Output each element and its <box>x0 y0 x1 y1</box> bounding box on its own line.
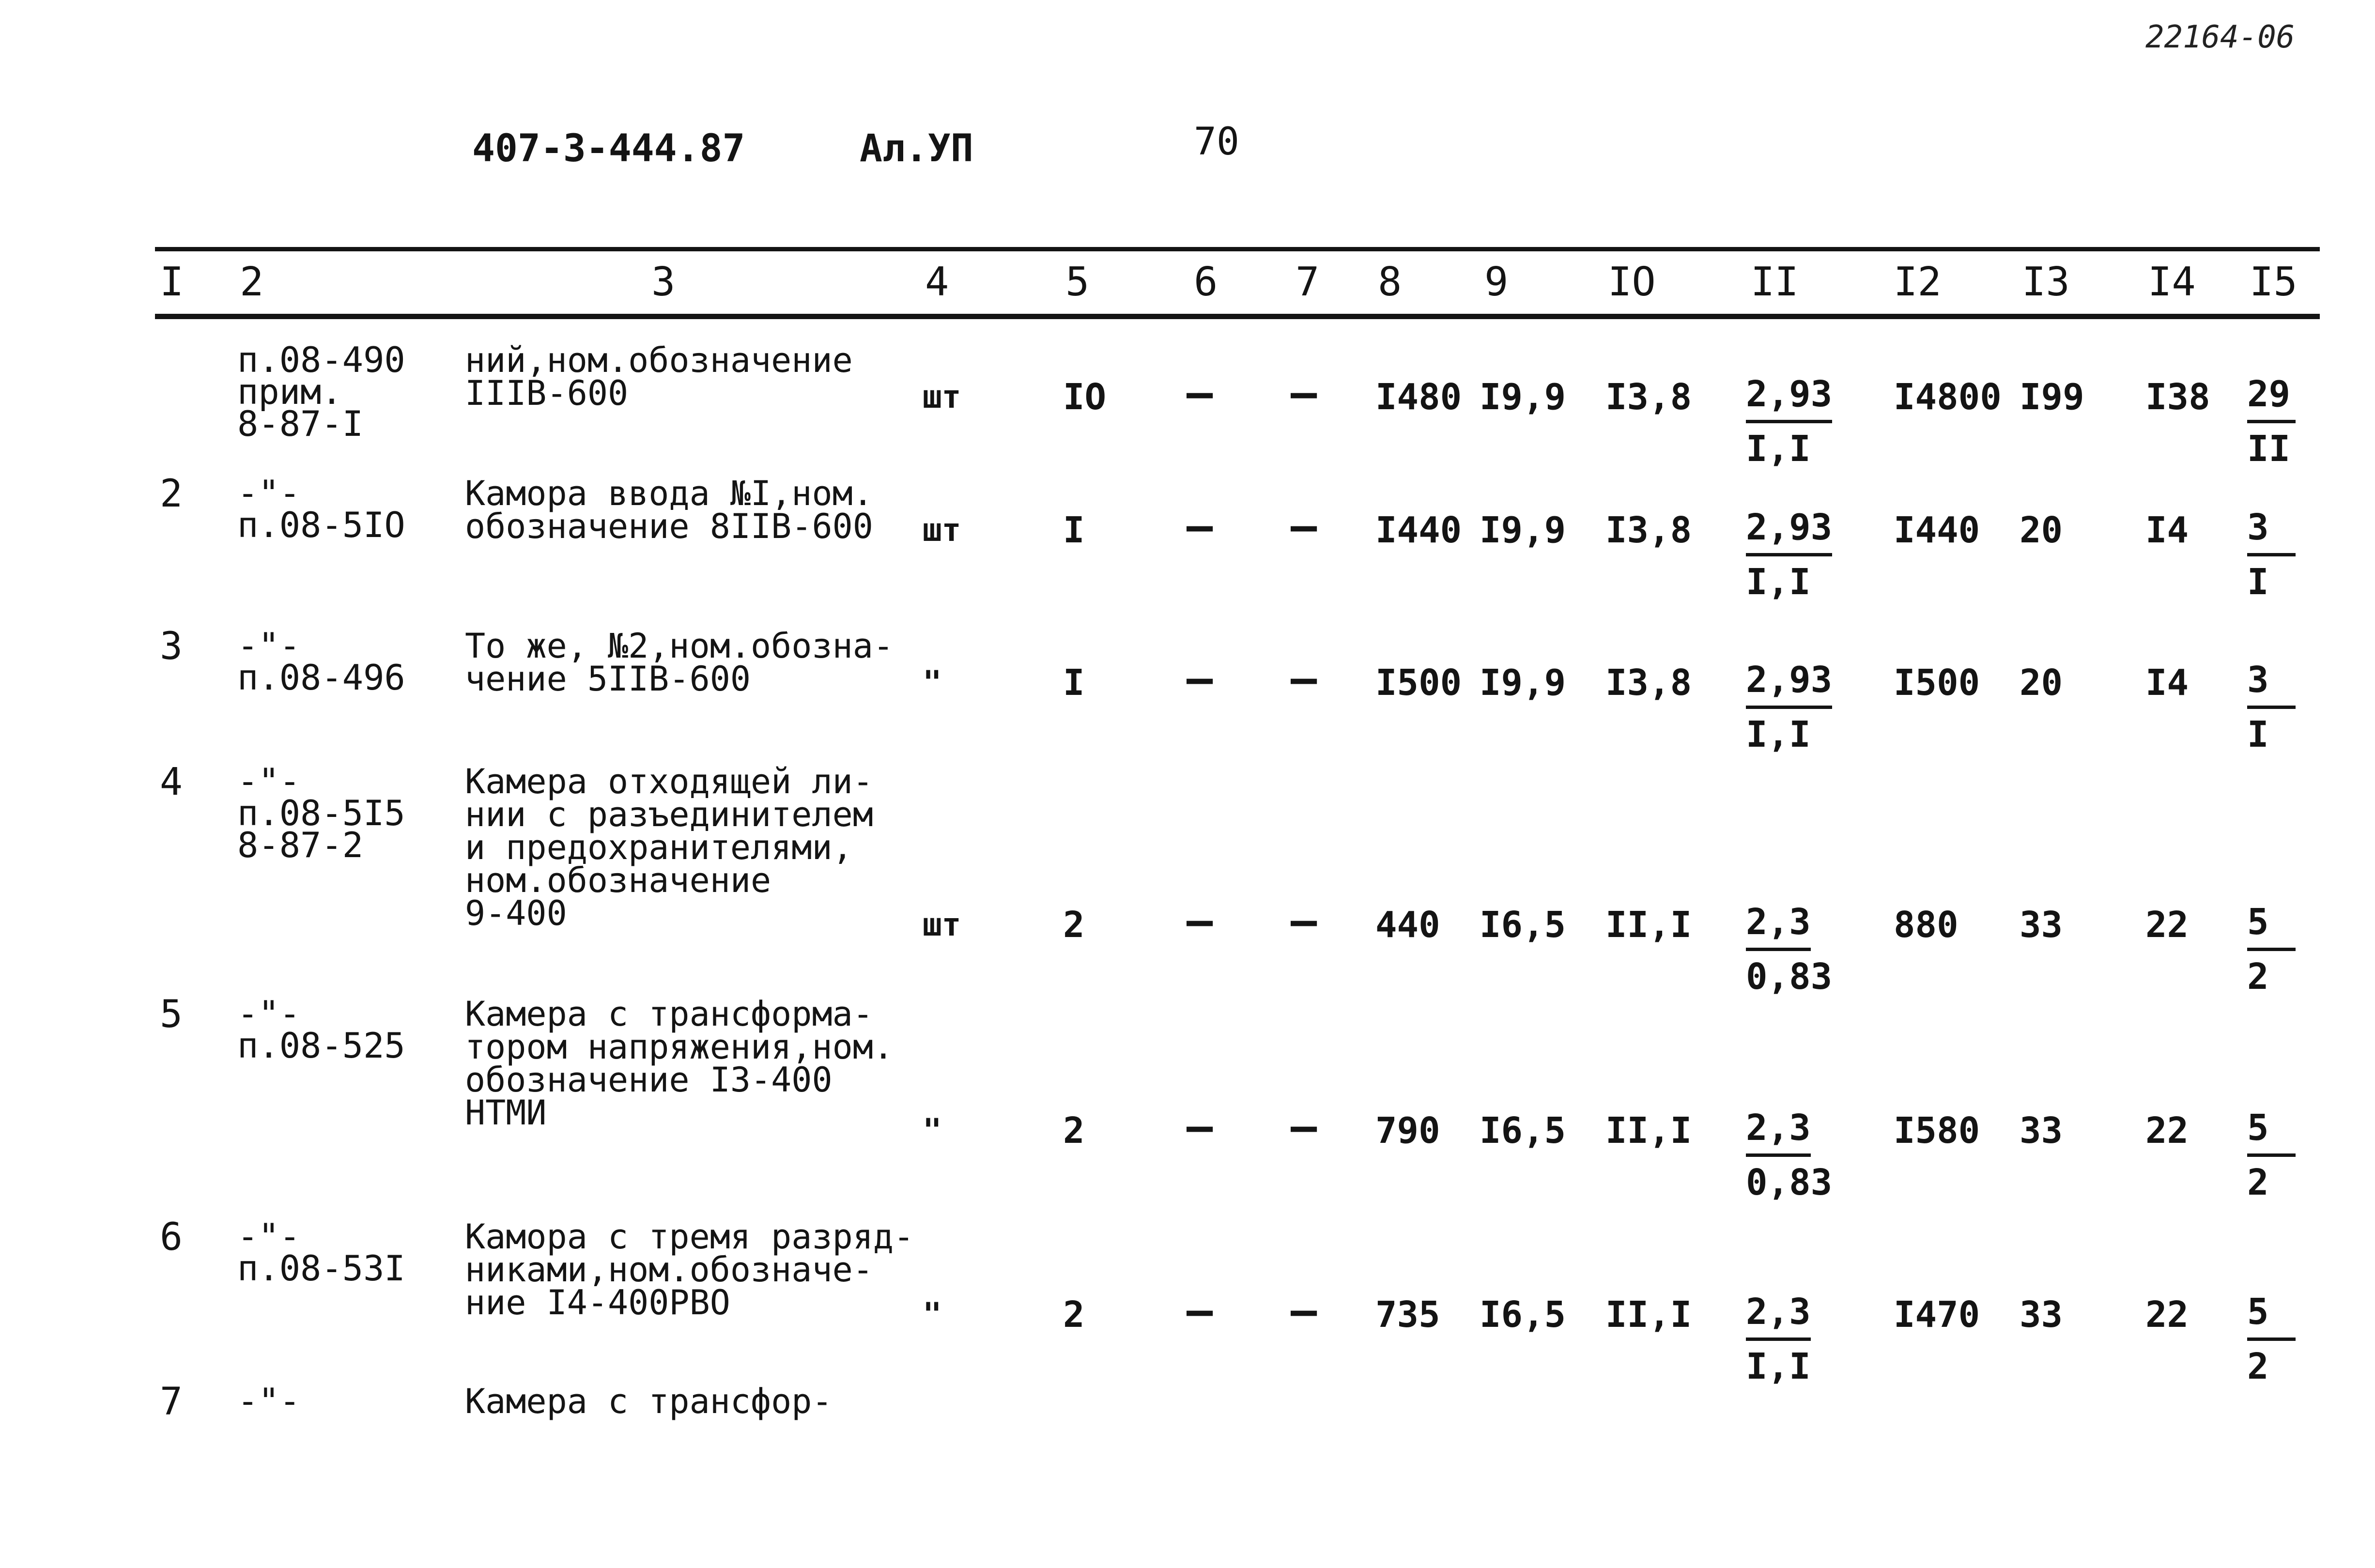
unit-cell: " <box>923 1296 942 1333</box>
column-12-cell: I580 <box>1894 1110 1980 1152</box>
column-11-fraction <box>1746 370 1832 473</box>
unit-cell: шт <box>923 906 961 943</box>
column-7-dash: – <box>1291 895 1317 946</box>
column-14-cell: 22 <box>2145 1110 2189 1152</box>
column-11-fraction-numerator: 2,3 <box>1746 898 1811 951</box>
column-15-fraction-denominator: I <box>2247 714 2269 755</box>
column-15-fraction <box>2247 370 2296 473</box>
column-15-fraction-denominator: 2 <box>2247 956 2269 998</box>
column-header-7: 7 <box>1295 259 1320 305</box>
row-reference: -"- <box>237 1381 301 1421</box>
column-7-dash: – <box>1291 653 1317 704</box>
column-11-fraction <box>1746 1104 1832 1206</box>
column-9-cell: I6,5 <box>1480 904 1566 946</box>
column-header-12: I2 <box>1894 259 1942 305</box>
column-8-cell: I500 <box>1375 662 1462 704</box>
row-number: 6 <box>160 1215 183 1259</box>
row-description: Камора с тремя разряд- никами,ном.обозначе- ние I4-400РВО <box>465 1217 914 1322</box>
document-code: 407-3-444.87 <box>472 127 745 170</box>
column-header-14: I4 <box>2148 259 2196 305</box>
column-11-fraction <box>1746 1288 1811 1390</box>
column-header-10: IO <box>1608 259 1656 305</box>
column-7-dash: – <box>1291 1285 1317 1336</box>
column-13-cell: 33 <box>2020 1294 2063 1336</box>
column-12-cell: 880 <box>1894 904 1959 946</box>
column-7-dash: – <box>1291 1101 1317 1152</box>
column-10-cell: II,I <box>1605 904 1692 946</box>
row-description: Камера с трансфор- <box>465 1382 833 1421</box>
column-11-fraction-denominator: 0,83 <box>1746 956 1833 998</box>
row-number: 7 <box>160 1380 183 1424</box>
row-reference: п.08-490 прим. 8-87-I <box>237 339 405 444</box>
page-number: 70 <box>1194 120 1239 164</box>
column-11-fraction-denominator: I,I <box>1746 561 1811 603</box>
table-top-rule <box>155 247 2320 251</box>
column-8-cell: 735 <box>1375 1294 1440 1336</box>
sheet-label: Ал.УП <box>860 127 973 170</box>
column-11-fraction-numerator: 2,93 <box>1746 656 1832 709</box>
column-11-fraction-denominator: I,I <box>1746 1346 1811 1387</box>
column-header-15: I5 <box>2250 259 2298 305</box>
column-15-fraction <box>2247 504 2296 606</box>
column-8-cell: I480 <box>1375 376 1462 418</box>
row-description: ний,ном.обозначение IIIВ-600 <box>465 340 853 413</box>
row-reference: -"- п.08-525 <box>237 993 405 1066</box>
column-header-6: 6 <box>1194 259 1218 305</box>
column-11-fraction-denominator: I,I <box>1746 714 1811 755</box>
column-6-dash: – <box>1187 1101 1213 1152</box>
column-11-fraction <box>1746 656 1832 758</box>
column-6-dash: – <box>1187 501 1213 552</box>
column-6-dash: – <box>1187 653 1213 704</box>
column-15-fraction-numerator: 5 <box>2247 1104 2296 1157</box>
quantity-cell: I <box>1063 509 1085 551</box>
column-header-5: 5 <box>1065 259 1090 305</box>
column-11-fraction-denominator: 0,83 <box>1746 1162 1833 1203</box>
column-12-cell: I4800 <box>1894 376 2002 418</box>
column-8-cell: 440 <box>1375 904 1440 946</box>
row-reference: -"- п.08-53I <box>237 1216 405 1289</box>
column-13-cell: 20 <box>2020 662 2063 704</box>
row-reference: -"- п.08-5IO <box>237 473 405 545</box>
column-15-fraction-numerator: 5 <box>2247 1288 2296 1341</box>
column-12-cell: I440 <box>1894 509 1980 551</box>
column-14-cell: 22 <box>2145 904 2189 946</box>
column-15-fraction-denominator: 2 <box>2247 1162 2269 1203</box>
column-header-4: 4 <box>925 259 949 305</box>
column-15-fraction-numerator: 3 <box>2247 504 2296 556</box>
column-10-cell: I3,8 <box>1605 662 1692 704</box>
column-9-cell: I9,9 <box>1480 509 1566 551</box>
column-9-cell: I6,5 <box>1480 1294 1566 1336</box>
column-header-3: 3 <box>651 259 676 305</box>
column-15-fraction-numerator: 29 <box>2247 370 2296 423</box>
column-15-fraction <box>2247 656 2296 758</box>
column-header-2: 2 <box>240 259 264 305</box>
column-10-cell: I3,8 <box>1605 376 1692 418</box>
row-description: Камера отходящей ли- нии с разъединителем и предохранителями, ном.обозначение 9-400 <box>465 762 873 933</box>
archive-stamp: 22164-06 <box>2145 19 2295 55</box>
quantity-cell: 2 <box>1063 904 1085 946</box>
column-header-8: 8 <box>1378 259 1402 305</box>
unit-cell: " <box>923 664 942 701</box>
row-description: Камера с трансформа- тором напряжения,ном. обозначение I3-400 НТМИ <box>465 994 894 1133</box>
column-12-cell: I470 <box>1894 1294 1980 1336</box>
row-number: 4 <box>160 760 183 804</box>
column-14-cell: I4 <box>2145 662 2189 704</box>
column-15-fraction <box>2247 898 2296 1000</box>
column-8-cell: 790 <box>1375 1110 1440 1152</box>
quantity-cell: 2 <box>1063 1294 1085 1336</box>
row-number: 3 <box>160 625 183 668</box>
column-11-fraction <box>1746 898 1832 1000</box>
row-number: 5 <box>160 993 183 1036</box>
column-15-fraction-denominator: II <box>2247 428 2291 470</box>
column-13-cell: 33 <box>2020 1110 2063 1152</box>
column-9-cell: I6,5 <box>1480 1110 1566 1152</box>
column-11-fraction-numerator: 2,93 <box>1746 504 1832 556</box>
unit-cell: шт <box>923 511 961 549</box>
column-9-cell: I9,9 <box>1480 376 1566 418</box>
column-15-fraction-numerator: 5 <box>2247 898 2296 951</box>
column-11-fraction <box>1746 504 1832 606</box>
column-9-cell: I9,9 <box>1480 662 1566 704</box>
column-7-dash: – <box>1291 368 1317 418</box>
row-reference: -"- п.08-5I5 8-87-2 <box>237 761 405 865</box>
column-10-cell: II,I <box>1605 1110 1692 1152</box>
column-14-cell: I38 <box>2145 376 2210 418</box>
column-11-fraction-numerator: 2,3 <box>1746 1288 1811 1341</box>
column-15-fraction <box>2247 1104 2296 1206</box>
column-15-fraction-denominator: 2 <box>2247 1346 2269 1387</box>
column-15-fraction <box>2247 1288 2296 1390</box>
column-7-dash: – <box>1291 501 1317 552</box>
row-reference: -"- п.08-496 <box>237 625 405 698</box>
column-11-fraction-denominator: I,I <box>1746 428 1811 470</box>
unit-cell: шт <box>923 378 961 415</box>
column-10-cell: I3,8 <box>1605 509 1692 551</box>
column-11-fraction-numerator: 2,93 <box>1746 370 1832 423</box>
column-14-cell: I4 <box>2145 509 2189 551</box>
column-6-dash: – <box>1187 368 1213 418</box>
column-13-cell: 33 <box>2020 904 2063 946</box>
quantity-cell: 2 <box>1063 1110 1085 1152</box>
quantity-cell: I <box>1063 662 1085 704</box>
row-description: То же, №2,ном.обозна- чение 5IIВ-600 <box>465 626 894 699</box>
column-8-cell: I440 <box>1375 509 1462 551</box>
column-header-13: I3 <box>2022 259 2070 305</box>
column-header-9: 9 <box>1484 259 1509 305</box>
column-12-cell: I500 <box>1894 662 1980 704</box>
column-13-cell: 20 <box>2020 509 2063 551</box>
row-number: 2 <box>160 472 183 516</box>
unit-cell: " <box>923 1112 942 1149</box>
row-description: Камора ввода №I,ном. обозначение 8IIВ-600 <box>465 474 873 546</box>
table-header-rule <box>155 314 2320 319</box>
column-13-cell: I99 <box>2020 376 2084 418</box>
column-10-cell: II,I <box>1605 1294 1692 1336</box>
column-header-11: II <box>1751 259 1799 305</box>
quantity-cell: IO <box>1063 376 1107 418</box>
column-15-fraction-denominator: I <box>2247 561 2269 603</box>
column-11-fraction-numerator: 2,3 <box>1746 1104 1811 1157</box>
column-6-dash: – <box>1187 895 1213 946</box>
column-header-1: I <box>160 259 184 305</box>
column-14-cell: 22 <box>2145 1294 2189 1336</box>
column-6-dash: – <box>1187 1285 1213 1336</box>
column-15-fraction-numerator: 3 <box>2247 656 2296 709</box>
